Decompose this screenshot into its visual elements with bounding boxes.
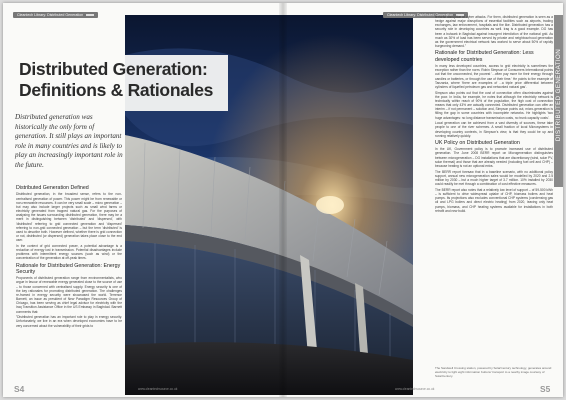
section-tag-left [13,12,98,18]
intro-block [15,113,125,175]
page-number-left: S4 [14,384,25,394]
body-paragraph: In many less developed countries, access to grid electricity is sometimes the exception rather than the norm. Robin Simpson of Consumers International points out that the unconnected, the poorest '...often pay more for their energy through candles or batteries, or through the use of their time.' He points to the example of Tanzania, where 'there are examples of ...a triple price differential between cylinders of liquefied petroleum gas and networked natural gas'. [435,64,553,89]
body-paragraph: Proponents of distributed generation range from environmentalists, who argue in favour of renewable energy generated close to the source of use – to those concerned with centralised supply. Energy security is one of the key rationales for promoting distributed generation. The challenges re-framed in energy security were showcased the world. Terrence Barnett, an issue as president of New Paradigm Resources Group of Chicago, has been serving as chief legal advisor for electricity with the Iraq Transition Assistance Office in the US Embassy in Baghdad. Barnett comments that: [16,276,122,314]
section-tag-left-text: Cleantech Library: Distributed Generation [17,13,84,17]
article-intro: Distributed generation was historically the only form of generation. It still plays an important role in many countries and is likely to play an increasingly important role in the future. [15,113,123,169]
body-paragraph: "Distributed generation has an important role to play in energy security. Unfortunately, we live in an era when developed economies have to be very concerned about the vulnerability of their grids to [16,315,122,328]
body-paragraph: Simpson also points out that the cost of connection often discriminates against the poor. In India, for example, he notes that although the electricity network is technically within reach of 90% of the population, the high cost of connection means that only 43% are actually connected. Distributed generation can offer an interim – if not permanent – solution and, Simpson points out, micro-generation is filling the gap in some countries with incomplete networks. He highlights 'two huge advantages: no long distance transmission costs, no trunk capacity costs'. [435,90,553,120]
section-tag-right-text: Cleantech Library: Distributed Generation [387,13,454,17]
page-number-right: S5 [540,384,551,394]
section-heading: Rationale for Distributed Generation: Energy Security [16,262,121,275]
body-paragraph: Distributed generation, in the broadest sense, refers to the non-centralised generation of power. This power might be from renewable or non-renewable resources. It can be very small scale – micro generation – but may also include larger projects such as small wind farms or electricity generated from trapped natural gas. For the purposes of analysing the issues surrounding distributed generation, there may be a merit in distinguishing between 'distributed' and 'dispersed', with 'distributed' referring to grid connected generation and 'dispersed' referring to non-grid connected generation – but the term 'distributed' is used to describe both. However defined, whether there is grid connection or not, distributed (or dispersed) generation takes place close to the end user. [16,192,122,243]
magazine-spread [3,3,563,397]
body-paragraph: In the UK, Government policy is to promote increased use of distributed generation. The June 2008 BERR report on Microgeneration distinguishes between microgeneration – DG installations that are discretionary (wind, solar PV, solar thermal) and those that are already needed (including fuel cell and CHP) – because heating is not an optional extra. [435,147,553,168]
body-paragraph: terrorist disruption or cyber attacks. For them, distributed generation is seen as a hedge against major disruptions of essential facilities such as airports, trading exchanges, law enforcement, hospitals and the like. Distributed generation has a security role in developing countries as well. Iraq is a good example. DG has been a bulwark in Baghdad against insurgent interdiction of the national grid. As much as 30% of load has been served by private and neighbourhood generation as the government electrical network has worked to serve about 50% of rapidly burgeoning demand." [435,15,553,49]
side-tab-label: DISTRIBUTED GENERATION [555,48,562,142]
body-paragraph: The BERR report foresaw that in a baseline scenario, with no additional policy support, annual new microgeneration sales would be modelled by 2020 and 2.5 million by 2030 – but a much higher target of 3.7 million. 10% installed by 2030 could readily be met through a combination of cost effective measures. [435,169,553,187]
page-gutter [279,3,287,397]
article-title: Distributed Generation: Definitions & Rationales [19,59,214,100]
body-paragraph: The BERR report also notes that a relatively low level of support – of 59-500 kWh – is sufficient to drive widespread uptake of CHP, biomass boilers and heat pumps. Its projections also excludes conventional CHP systems (condensing gas oil and LPG boilers and direct electric heating) from 2020, leaving only heat pumps, biomass, and CHP heating systems available for installations in both retrofit and new build. [435,187,553,213]
left-text-column [16,183,122,381]
footer-url-left: www.cleantechsource.co.uk [138,387,178,391]
section-side-tab [554,15,563,187]
footer-url-right: www.cleantechsource.co.uk [395,387,435,391]
photo-caption: The Sandwell Crossing station, powered by SolarCentury technology, generates around electricity to light eight information buttons' transport to a nearby image courtesy of SolarCentury. [435,366,552,378]
section-heading: Distributed Generation Defined [16,185,89,191]
right-text-column [435,15,553,365]
publisher-logo-icon [86,14,94,16]
section-heading: UK Policy on Distributed Generation [435,139,520,146]
section-heading: Rationale for Distributed Generation: Less developed countries [435,50,534,63]
body-paragraph: Local generation can be achieved from a vast diversity of sources, these take people to one of the river schemes. A small fraction of local Microsystems in developing country contexts, in Simpson's view, is that they could be up and running relatively quickly. [435,121,553,138]
body-paragraph: In the context of grid connected power, a potential advantage is a reduction of energy lost in transmission. Potential disadvantages include problems with intermittent energy sources (such as wind) or the concentration of the generation at off-peak times. [16,243,122,261]
